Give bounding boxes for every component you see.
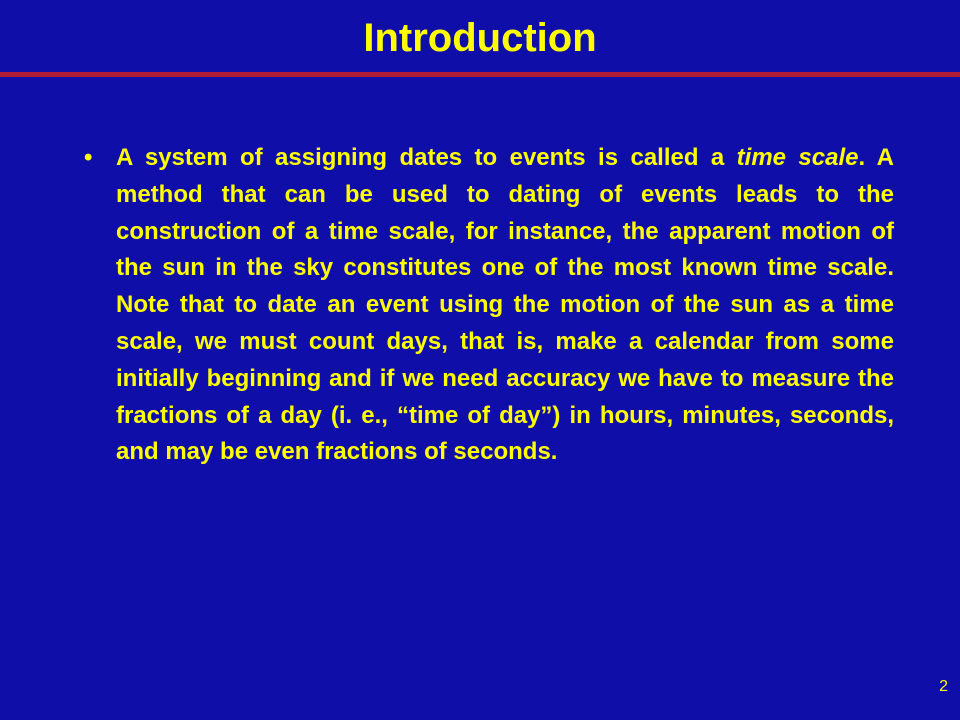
title-divider (0, 72, 960, 77)
bullet-text-rest: . A method that can be used to dating of events leads to the construction of a time scale, for instance, the apparent motion of the sun in the sky constitutes one of the most known time scale. Note that to date an event using the motion of the sun as a time scale, we must count days, that is, make a calendar from some initially beginning and if we need accuracy we have to measure the fractions of a day (i. e., “time of day”) in hours, minutes, seconds, and may be even fractions of seconds. (116, 144, 894, 466)
page-number: 2 (939, 678, 948, 695)
bullet-text-start: A system of assigning dates to events is called a (116, 144, 737, 171)
bullet-list (78, 140, 894, 471)
bullet-icon: • (84, 144, 93, 171)
bullet-text (116, 144, 894, 465)
bullet-item (78, 140, 894, 471)
bullet-text-italic-term: time scale (736, 144, 859, 171)
slide-title: Introduction (363, 16, 597, 60)
